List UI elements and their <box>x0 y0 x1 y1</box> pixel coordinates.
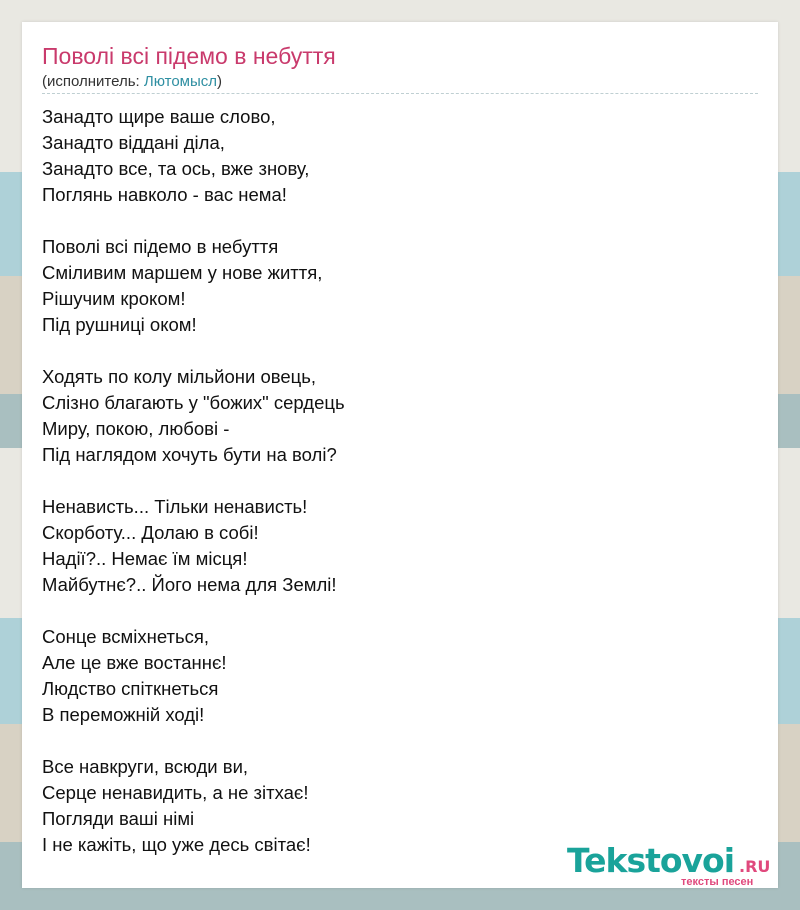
performer-suffix: ) <box>217 73 223 90</box>
lyric-line: Майбутнє?.. Його нема для Землі! <box>42 574 337 595</box>
lyric-line: Погляди ваші німі <box>42 808 195 829</box>
lyric-line: Занадто щире ваше слово, <box>42 106 276 127</box>
lyric-line: Ненависть... Тільки ненависть! <box>42 496 308 517</box>
lyric-line: В переможній ході! <box>42 704 205 725</box>
site-logo[interactable] <box>567 842 777 888</box>
stanza-gap <box>42 598 345 624</box>
logo-tagline: тексты песен <box>681 876 754 888</box>
lyric-line: Серце ненавидить, а не зітхає! <box>42 782 309 803</box>
song-title: Поволі всі підемо в небуття <box>42 43 336 69</box>
lyric-line: Занадто все, та ось, вже знову, <box>42 158 310 179</box>
lyric-line: Людство спіткнеться <box>42 678 219 699</box>
logo-tld: .RU <box>739 857 771 876</box>
lyric-line: Сміливим маршем у нове життя, <box>42 262 323 283</box>
lyric-line: Слізно благають у "божих" сердець <box>42 392 345 413</box>
artist-link[interactable]: Лютомысл <box>143 73 218 90</box>
title-divider <box>42 93 758 94</box>
lyric-line: Скорботу... Долаю в собі! <box>42 522 259 543</box>
stanza-gap <box>42 208 345 234</box>
lyric-line: Під наглядом хочуть бути на волі? <box>42 444 337 465</box>
lyric-line: Але це вже востаннє! <box>42 652 227 673</box>
lyric-line: Рішучим кроком! <box>42 288 186 309</box>
lyric-line: Занадто віддані діла, <box>42 132 225 153</box>
stanza-gap <box>42 728 345 754</box>
lyric-line: Поглянь навколо - вас нема! <box>42 184 287 205</box>
lyrics-card <box>22 22 778 888</box>
lyric-line: Поволі всі підемо в небуття <box>42 236 279 257</box>
performer-prefix: (исполнитель: <box>42 73 144 90</box>
lyric-line: І не кажіть, що уже десь світає! <box>42 834 311 855</box>
lyrics-body <box>42 104 345 858</box>
lyric-line: Надії?.. Немає їм місця! <box>42 548 248 569</box>
lyric-line: Сонце всміхнеться, <box>42 626 210 647</box>
lyric-line: Миру, покою, любові - <box>42 418 230 439</box>
logo-name: Tekstovoi <box>567 841 735 880</box>
lyric-line: Все навкруги, всюди ви, <box>42 756 249 777</box>
stanza-gap <box>42 338 345 364</box>
lyric-line: Ходять по колу мільйони овець, <box>42 366 317 387</box>
lyric-line: Під рушниці оком! <box>42 314 197 335</box>
performer-line <box>42 72 222 92</box>
stanza-gap <box>42 468 345 494</box>
